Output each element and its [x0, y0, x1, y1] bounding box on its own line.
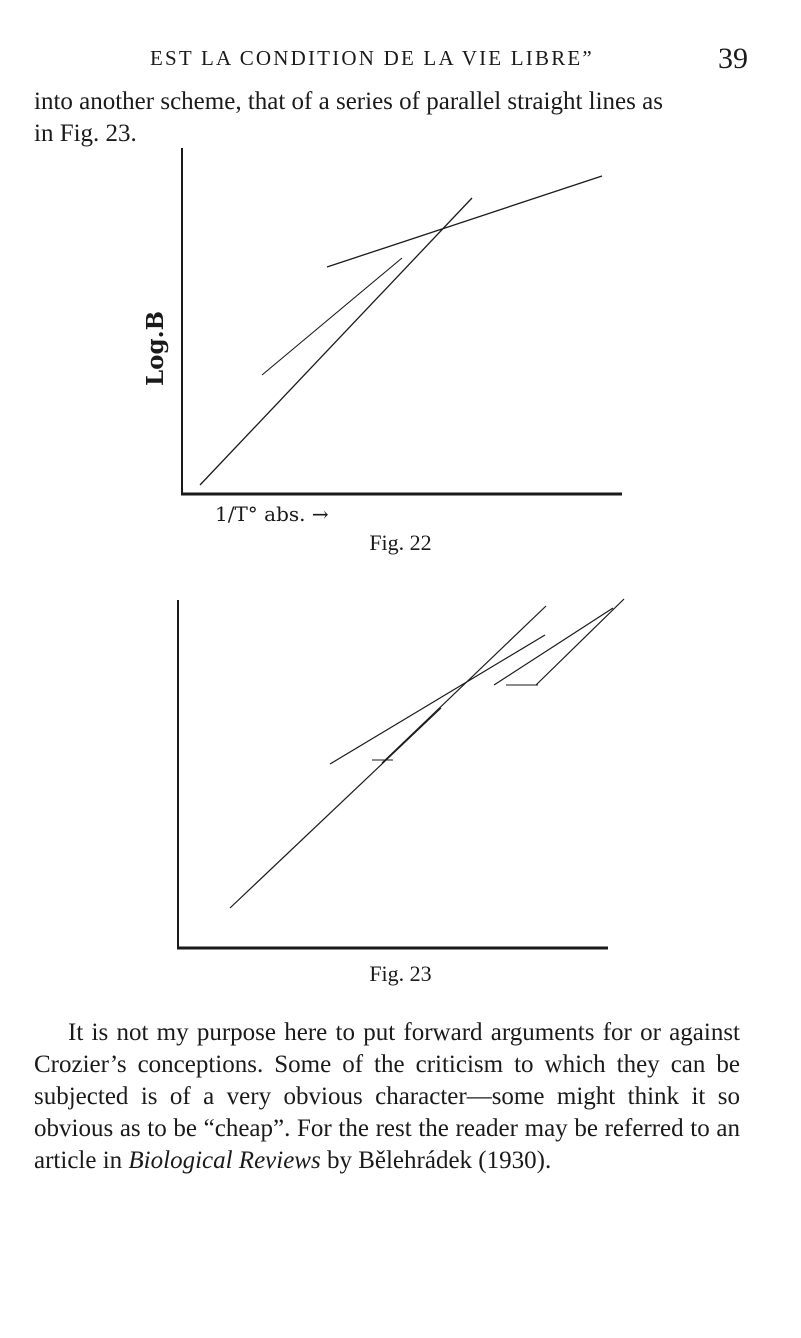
- fig23-parallel-line-4: [494, 608, 613, 685]
- fig23-parallel-line-5: [536, 599, 624, 685]
- page-number: 39: [718, 42, 748, 75]
- fig23-caption: Fig. 23: [369, 961, 432, 986]
- intro-line-1: into another scheme, that of a series of parallel straight lines as: [34, 88, 663, 115]
- fig23-parallel-line-2: [330, 635, 545, 764]
- fig23-parallel-line-1: [230, 708, 441, 908]
- fig22-caption: Fig. 22: [369, 530, 432, 555]
- running-head-title: EST LA CONDITION DE LA VIE LIBRE”: [150, 46, 594, 70]
- fig22-y-axis-label: Log.B: [142, 310, 169, 386]
- body-paragraph: [34, 1017, 740, 1177]
- journal-title: Biological Reviews: [128, 1147, 321, 1174]
- fig22-x-axis-label: 1/T° abs. →: [215, 502, 329, 526]
- intro-line-2: in Fig. 23.: [34, 120, 137, 147]
- body-text: It is not my purpose here to put forward arguments for or against Crozier’s conceptions. Some of the criticism to which they can be subjected is of a very obvious character—some might think it so obvious as to be “cheap”. For the rest the reader may be referred to an article in: [34, 1019, 740, 1174]
- body-text-end: by Bělehrádek (1930).: [320, 1147, 552, 1174]
